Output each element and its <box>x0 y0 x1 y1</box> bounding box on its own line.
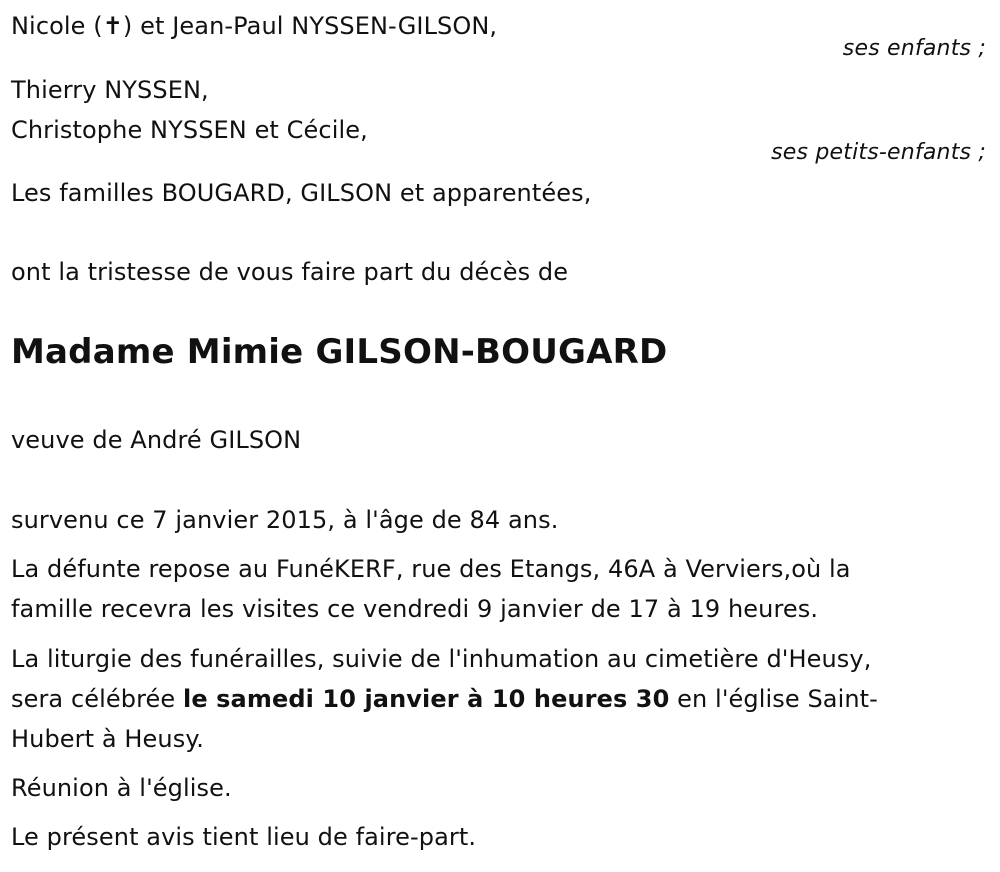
family-relatives-line: Les familles BOUGARD, GILSON et apparentées, <box>11 179 592 207</box>
liturgy-line-2-end: en l'église Saint- <box>669 685 878 713</box>
family-grandchild-line-1: Thierry NYSSEN, <box>11 76 209 104</box>
death-date-text: survenu ce 7 janvier 2015, à l'âge de 84 ans. <box>11 506 559 534</box>
liturgy-line-1: La liturgie des funérailles, suivie de l'inhumation au cimetière d'Heusy, <box>11 645 872 673</box>
announcement-text: ont la tristesse de vous faire part du décès de <box>11 258 569 286</box>
reunion-text: Réunion à l'église. <box>11 774 232 802</box>
liturgy-line-2-start: sera célébrée <box>11 685 184 713</box>
liturgy-line-2 <box>11 685 878 713</box>
liturgy-line-3: Hubert à Heusy. <box>11 725 204 753</box>
grandchildren-role-label: ses petits-enfants ; <box>771 140 986 165</box>
family-grandchild-line-2: Christophe NYSSEN et Cécile, <box>11 116 368 144</box>
deceased-name-heading: Madame Mimie GILSON-BOUGARD <box>11 332 668 372</box>
family-children-line: Nicole (✝) et Jean-Paul NYSSEN-GILSON, <box>11 12 498 40</box>
rest-place-line-1: La défunte repose au FunéKERF, rue des Etangs, 46A à Verviers,où la <box>11 555 851 583</box>
children-role-label: ses enfants ; <box>842 36 986 61</box>
closing-text: Le présent avis tient lieu de faire-part. <box>11 823 477 851</box>
widow-of-text: veuve de André GILSON <box>11 426 302 454</box>
ceremony-datetime: le samedi 10 janvier à 10 heures 30 <box>183 685 670 713</box>
rest-place-line-2: famille recevra les visites ce vendredi 9 janvier de 17 à 19 heures. <box>11 595 819 623</box>
